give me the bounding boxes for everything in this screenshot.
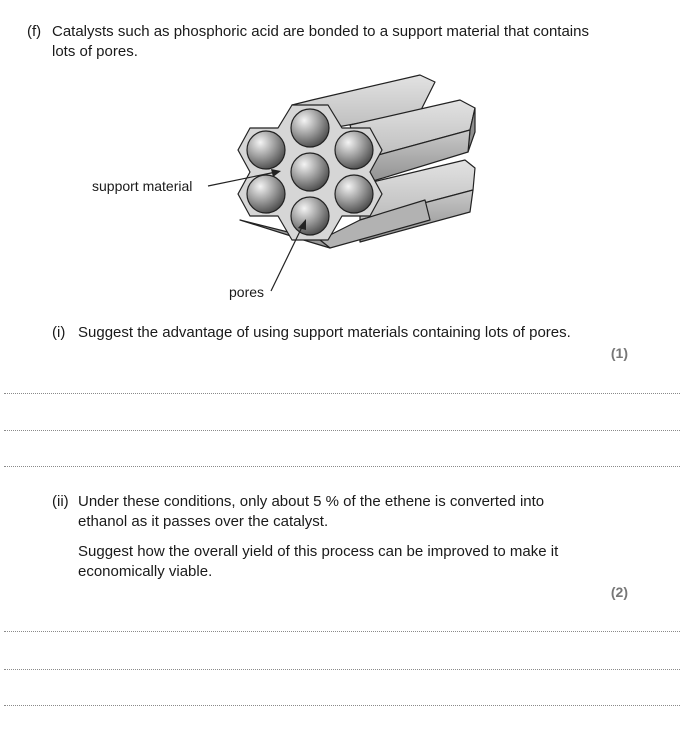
answer-line[interactable] (4, 669, 680, 670)
answer-line[interactable] (4, 466, 680, 467)
pore (335, 175, 373, 213)
pore (291, 153, 329, 191)
answer-line[interactable] (4, 631, 680, 632)
pore (291, 197, 329, 235)
answer-line[interactable] (4, 705, 680, 706)
question-label: (f) (27, 23, 42, 40)
pore (247, 175, 285, 213)
answer-line[interactable] (4, 393, 680, 394)
part-ii-label: (ii) (52, 493, 69, 510)
question-text: Catalysts such as phosphoric acid are bonded to a support material that contains lots of pores. (52, 23, 589, 60)
pores-label: pores (229, 284, 265, 300)
pore (291, 109, 329, 147)
part-i-marks: (1) (610, 345, 628, 361)
pore (247, 131, 285, 169)
part-ii-text2: Suggest how the overall yield of this process can be improved to make it economically viable. (78, 543, 559, 580)
part-i-question: Suggest the advantage of using support materials containing lots of pores. (78, 324, 571, 341)
pore (335, 131, 373, 169)
part-ii-marks: (2) (610, 584, 628, 600)
part-i-label: (i) (52, 324, 66, 341)
answer-line[interactable] (4, 430, 680, 431)
support-material-label: support material (92, 178, 193, 194)
catalyst-support-diagram (80, 70, 500, 310)
part-ii-text1: Under these conditions, only about 5 % of the ethene is converted into ethanol as it passes over the catalyst. (78, 493, 545, 530)
